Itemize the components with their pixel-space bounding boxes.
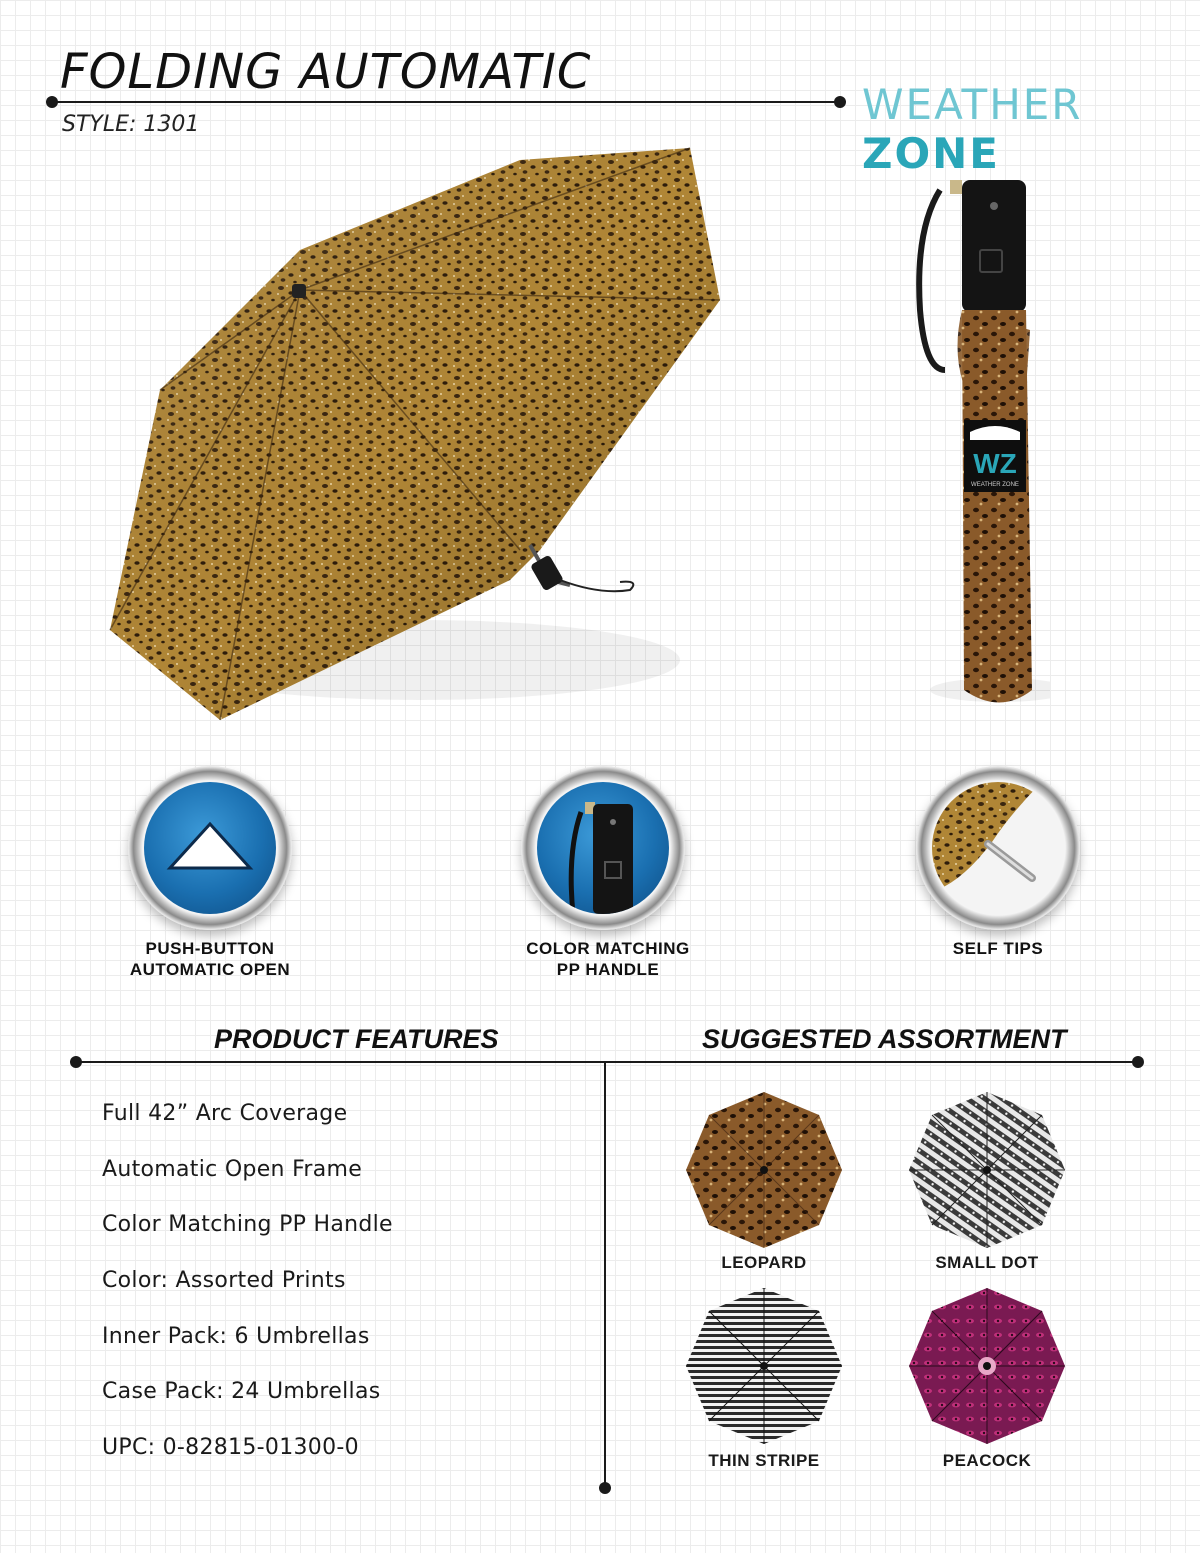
product-features-heading: PRODUCT FEATURES: [214, 1024, 499, 1054]
feature-item: UPC: 0-82815-01300-0: [102, 1435, 359, 1460]
assortment-label-leopard: LEOPARD: [721, 1253, 807, 1272]
feature-circle-handle: [521, 766, 685, 930]
feature-label-self-tips: SELF TIPS: [952, 939, 1044, 958]
brand-word-weather: WEATHER: [862, 80, 1083, 129]
push-button-icon: [144, 782, 276, 914]
assortment-label-small-dot: SMALL DOT: [935, 1253, 1039, 1272]
feature-label-push-button: PUSH-BUTTON AUTOMATIC OPEN: [129, 939, 291, 979]
umbrella-thin-stripe-image: [684, 1286, 844, 1446]
rule-dot-right: [834, 96, 846, 108]
section-rule-dot-right: [1132, 1056, 1144, 1068]
brand-logo: [862, 80, 1200, 178]
assortment-label-thin-stripe: THIN STRIPE: [708, 1451, 820, 1470]
section-rule: [76, 1061, 1138, 1063]
suggested-assortment-heading: SUGGESTED ASSORTMENT: [702, 1024, 1067, 1054]
header-rule: [52, 101, 840, 103]
umbrella-peacock-image: [907, 1286, 1067, 1446]
feature-label-handle: COLOR MATCHING PP HANDLE: [526, 939, 690, 979]
umbrella-small-dot-image: [907, 1090, 1067, 1250]
page-title: FOLDING AUTOMATIC: [60, 44, 592, 100]
feature-item: Color Matching PP Handle: [102, 1212, 393, 1237]
self-tips-icon: [932, 782, 1064, 914]
umbrella-leopard-image: [684, 1090, 844, 1250]
feature-item: Full 42” Arc Coverage: [102, 1101, 348, 1126]
feature-circle-self-tips: [916, 766, 1080, 930]
assortment-label-peacock: PEACOCK: [942, 1451, 1032, 1470]
feature-item: Inner Pack: 6 Umbrellas: [102, 1324, 370, 1349]
feature-item: Automatic Open Frame: [102, 1157, 363, 1182]
brand-word-zone: ZONE: [862, 129, 1000, 178]
handle-icon: [537, 782, 669, 914]
feature-item: Color: Assorted Prints: [102, 1268, 346, 1293]
wz-badge-sub: WEATHER ZONE: [971, 482, 1019, 488]
section-divider: [604, 1063, 606, 1487]
feature-item: Case Pack: 24 Umbrellas: [102, 1379, 381, 1404]
style-number: STYLE: 1301: [62, 112, 200, 137]
divider-dot-bottom: [599, 1482, 611, 1494]
feature-circle-push-button: [128, 766, 292, 930]
closed-umbrella-image: [900, 170, 1050, 715]
open-umbrella-image: [100, 140, 740, 730]
wz-badge: WZ: [973, 448, 1017, 479]
